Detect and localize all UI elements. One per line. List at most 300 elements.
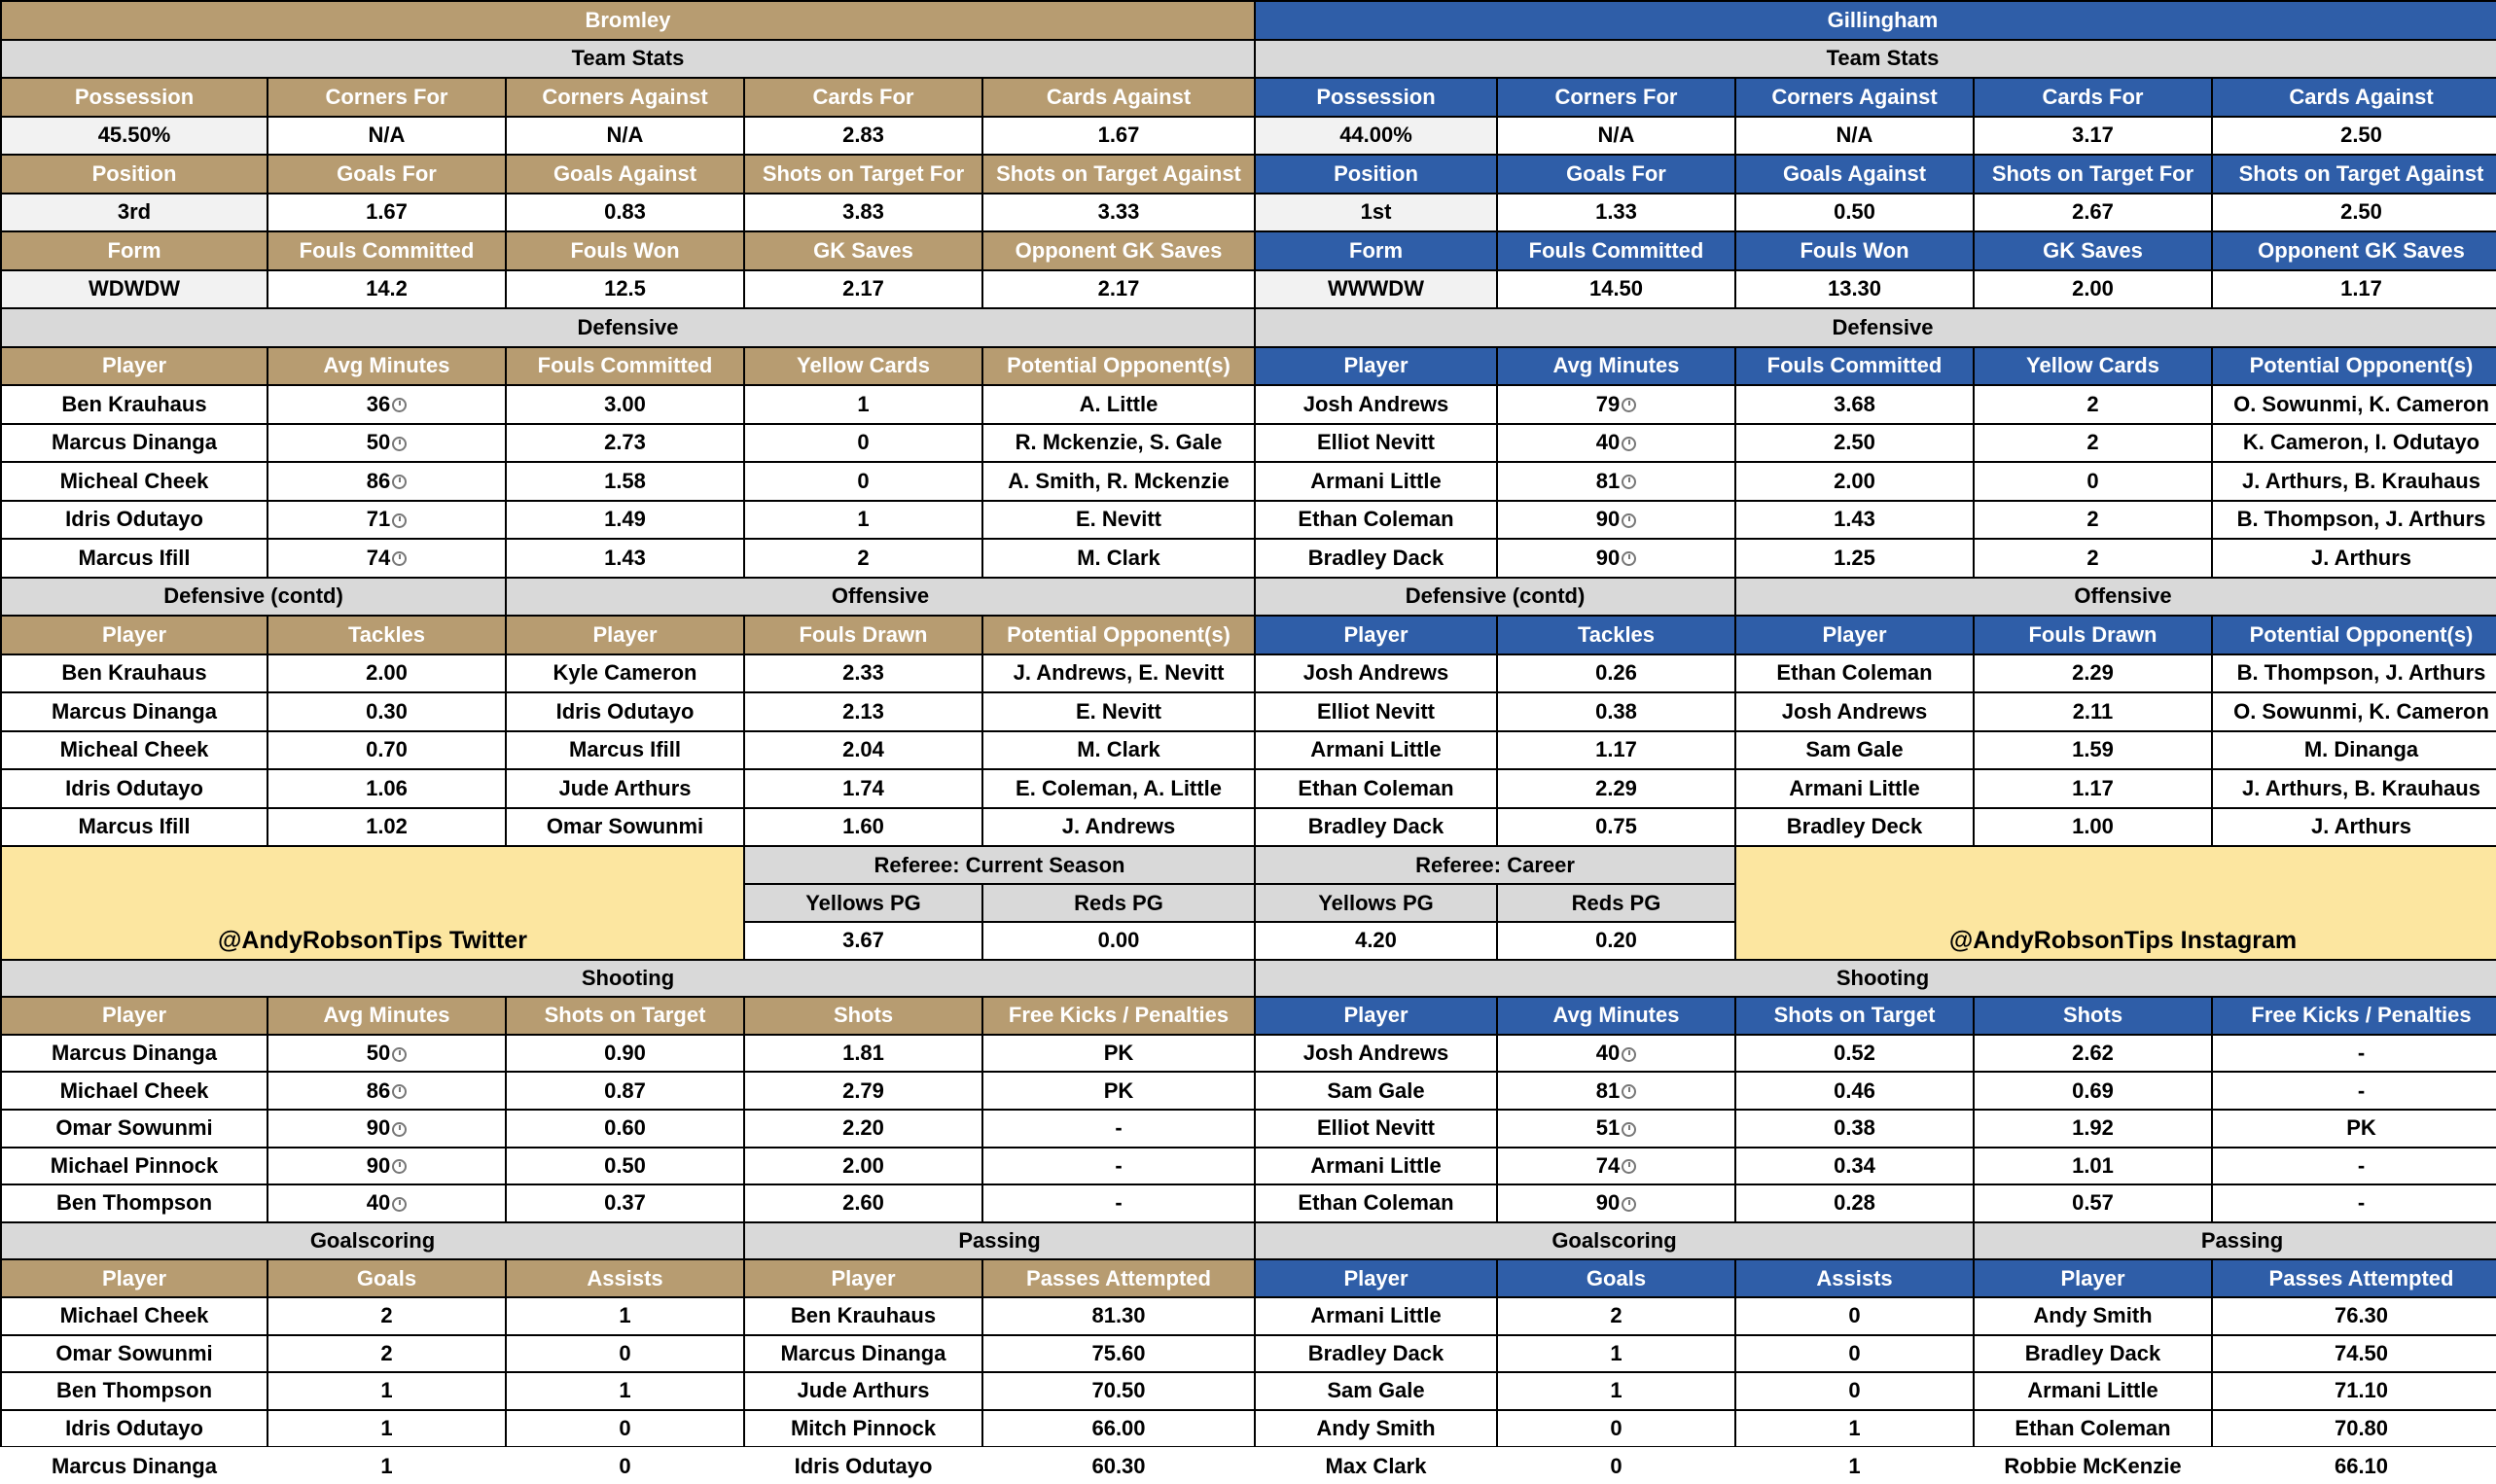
home-team-stat-value xyxy=(2,118,267,155)
home-defensive-header-text: Yellow Cards xyxy=(797,353,930,378)
home-team-title xyxy=(2,2,1254,39)
home-goalscoring-cell xyxy=(268,1373,505,1409)
away-offensive-cell xyxy=(1975,693,2211,730)
home-team-stat-header-text: GK Saves xyxy=(813,237,913,263)
away-offensive-cell-text: Sam Gale xyxy=(1805,737,1904,762)
away-goalscoring-cell xyxy=(1736,1373,1973,1409)
home-shooting-cell-text: Michael Pinnock xyxy=(50,1152,219,1178)
home-offensive-cell-text: 2.04 xyxy=(842,737,884,762)
home-passing-cell-text: 60.30 xyxy=(1091,1453,1146,1478)
away-team-stat-header-text: Form xyxy=(1349,237,1403,263)
home-offensive-cell xyxy=(983,732,1254,769)
away-tackles-header xyxy=(1256,617,1496,654)
home-team-stat-header xyxy=(268,79,505,116)
home-tackles-header-text: Player xyxy=(101,621,167,647)
referee-current-value-text: 0.00 xyxy=(1097,928,1140,953)
home-passing-cell-text: Ben Krauhaus xyxy=(790,1303,937,1328)
home-shooting-cell-text: 2.79 xyxy=(842,1078,884,1103)
away-offensive-cell xyxy=(1736,770,1973,807)
referee-career-title-text: Referee: Career xyxy=(1415,852,1575,877)
home-offensive-cell xyxy=(983,809,1254,846)
home-goalscoring-cell-text: Ben Thompson xyxy=(55,1378,213,1403)
home-team-stat-header xyxy=(983,79,1254,116)
home-offensive-header xyxy=(507,617,743,654)
away-shooting-cell xyxy=(1256,1036,1496,1072)
home-defensive-title-text: Defensive xyxy=(577,314,679,339)
away-team-stat-value xyxy=(1736,271,1973,308)
away-defensive-player xyxy=(1256,502,1496,539)
home-team-stat-value-text: 12.5 xyxy=(604,276,646,301)
away-team-stat-header-text: Possession xyxy=(1316,84,1436,109)
away-tackles-cell xyxy=(1498,732,1734,769)
home-shooting-cell xyxy=(268,1148,505,1184)
home-passing-cell xyxy=(983,1298,1254,1334)
home-shooting-cell-text: 0.60 xyxy=(604,1115,646,1141)
away-passing-cell-text: Bradley Dack xyxy=(2024,1340,2161,1365)
home-goalscoring-cell xyxy=(507,1448,743,1484)
home-offensive-title xyxy=(507,579,1254,616)
home-tackles-cell-text: 1.06 xyxy=(366,775,408,800)
away-shooting-cell-text: - xyxy=(2357,1190,2366,1216)
away-defensive-cell xyxy=(1736,425,1973,462)
away-shooting-cell xyxy=(1498,1185,1734,1221)
away-team-stat-value-text: N/A xyxy=(1597,123,1635,148)
home-shooting-header xyxy=(507,998,743,1034)
home-shooting-cell-text: 86 xyxy=(366,1078,391,1103)
home-offensive-cell xyxy=(507,732,743,769)
home-defensive-player-text: Marcus Ifill xyxy=(78,545,191,570)
away-defensive-player-text: Josh Andrews xyxy=(1302,391,1449,416)
away-team-stat-value-text: 1.17 xyxy=(2340,276,2382,301)
away-offensive-cell xyxy=(2213,732,2496,769)
home-defensive-cell-text: 0 xyxy=(857,468,870,493)
home-offensive-cell-text: M. Clark xyxy=(1077,737,1160,762)
home-shooting-cell-text: PK xyxy=(1103,1041,1134,1066)
home-goalscoring-cell xyxy=(268,1336,505,1372)
home-offensive-cell xyxy=(507,770,743,807)
referee-current-value-text: 3.67 xyxy=(842,928,884,953)
home-team-stat-value xyxy=(2,271,267,308)
referee-career-value-text: 0.20 xyxy=(1595,928,1637,953)
referee-current-value xyxy=(745,923,981,959)
stopwatch-icon xyxy=(392,1047,407,1062)
home-goalscoring-header xyxy=(268,1260,505,1296)
away-shooting-header-text: Shots on Target xyxy=(1773,1003,1936,1028)
home-goalscoring-cell-text: 1 xyxy=(380,1378,393,1403)
home-tackles-header-text: Tackles xyxy=(347,621,426,647)
home-tackles-cell xyxy=(2,809,267,846)
home-defensive-player-text: Marcus Dinanga xyxy=(52,430,217,455)
stopwatch-icon xyxy=(1622,551,1636,566)
away-shooting-cell xyxy=(1498,1036,1734,1072)
home-offensive-cell-text: 1.60 xyxy=(842,814,884,839)
home-defensive-cell xyxy=(507,425,743,462)
away-offensive-cell xyxy=(1736,732,1973,769)
home-team-stat-value xyxy=(745,118,981,155)
home-shooting-cell xyxy=(507,1036,743,1072)
instagram-handle-banner-text: @AndyRobsonTips Instagram xyxy=(1948,926,2298,954)
home-goalscoring-cell-text: 1 xyxy=(380,1453,393,1478)
home-goalscoring-cell-text: 1 xyxy=(380,1416,393,1441)
away-goalscoring-cell-text: 1 xyxy=(1610,1340,1622,1365)
away-offensive-cell xyxy=(1975,732,2211,769)
home-goalscoring-cell-text: 1 xyxy=(619,1378,631,1403)
home-defensive-cell-text: R. Mckenzie, S. Gale xyxy=(1015,430,1223,455)
home-team-stat-header-text: Goals For xyxy=(337,160,437,186)
away-defensive-player-text: Elliot Nevitt xyxy=(1316,430,1435,455)
away-defensive-cell-text: 2 xyxy=(2086,391,2099,416)
away-goalscoring-cell-text: Andy Smith xyxy=(1316,1416,1436,1441)
home-team-stat-header xyxy=(745,232,981,269)
home-defensive-cell-text: 71 xyxy=(366,507,391,532)
away-goalscoring-cell xyxy=(1736,1298,1973,1334)
home-offensive-cell-text: 2.33 xyxy=(842,660,884,686)
home-shooting-cell-text: PK xyxy=(1103,1078,1134,1103)
away-tackles-cell-text: Josh Andrews xyxy=(1302,660,1449,686)
home-offensive-cell xyxy=(507,655,743,692)
home-defensive-cell-text: 86 xyxy=(366,468,391,493)
away-shooting-cell-text: 1.01 xyxy=(2072,1152,2114,1178)
away-shooting-cell-text: 0.34 xyxy=(1834,1152,1875,1178)
home-shooting-cell-text: 50 xyxy=(366,1041,391,1066)
home-shooting-cell xyxy=(507,1111,743,1147)
home-team-stat-header-text: Form xyxy=(107,237,161,263)
referee-current-title xyxy=(745,847,1254,883)
home-shooting-cell xyxy=(2,1148,267,1184)
away-offensive-header-text: Player xyxy=(1822,621,1887,647)
home-shooting-cell xyxy=(268,1111,505,1147)
away-passing-cell xyxy=(1975,1411,2211,1447)
away-team-stat-value-text: 1st xyxy=(1360,199,1392,225)
away-tackles-cell-text: 0.38 xyxy=(1595,698,1637,724)
away-goalscoring-cell-text: Max Clark xyxy=(1325,1453,1427,1478)
home-offensive-cell-text: E. Coleman, A. Little xyxy=(1016,775,1222,800)
home-shooting-cell-text: 0.87 xyxy=(604,1078,646,1103)
home-passing-cell-text: Jude Arthurs xyxy=(797,1378,930,1403)
home-tackles-cell xyxy=(268,655,505,692)
away-defensive-header xyxy=(2213,348,2496,385)
home-offensive-title-text: Offensive xyxy=(831,583,930,609)
away-goalscoring-cell-text: 0 xyxy=(1610,1453,1622,1478)
away-team-stat-header xyxy=(2213,79,2496,116)
away-goalscoring-cell xyxy=(1256,1448,1496,1484)
home-passing-header xyxy=(983,1260,1254,1296)
home-shooting-header xyxy=(2,998,267,1034)
home-goalscoring-cell-text: 1 xyxy=(619,1303,631,1328)
home-team-stat-value xyxy=(268,118,505,155)
away-team-stat-value-text: 44.00% xyxy=(1339,123,1412,148)
home-defensive-cell xyxy=(983,386,1254,423)
away-passing-cell-text: 70.80 xyxy=(2334,1416,2389,1441)
away-defensive-player-text: Bradley Dack xyxy=(1307,545,1444,570)
away-team-stat-value-text: WWWDW xyxy=(1328,276,1424,301)
away-offensive-header-text: Fouls Drawn xyxy=(2028,621,2157,647)
away-shooting-cell xyxy=(1736,1148,1973,1184)
stopwatch-icon xyxy=(1622,398,1636,412)
home-defensive-cell xyxy=(507,463,743,500)
away-offensive-cell-text: 1.17 xyxy=(2072,775,2114,800)
away-defensive-cell xyxy=(2213,540,2496,577)
home-offensive-header xyxy=(745,617,981,654)
home-passing-cell-text: 75.60 xyxy=(1091,1340,1146,1365)
away-shooting-cell-text: 1.92 xyxy=(2072,1115,2114,1141)
away-shooting-cell xyxy=(2213,1148,2496,1184)
away-tackles-cell xyxy=(1498,693,1734,730)
away-offensive-title xyxy=(1736,579,2496,616)
away-goalscoring-title xyxy=(1256,1223,1973,1259)
away-shooting-cell xyxy=(1736,1111,1973,1147)
home-team-stat-value-text: N/A xyxy=(368,123,406,148)
away-defensive-cell-text: J. Arthurs, B. Krauhaus xyxy=(2242,468,2480,493)
away-team-stat-value-text: 0.50 xyxy=(1834,199,1875,225)
home-offensive-cell-text: Kyle Cameron xyxy=(553,660,697,686)
away-team-stat-header-text: Position xyxy=(1334,160,1418,186)
away-team-stat-header xyxy=(1975,232,2211,269)
home-shooting-cell-text: 2.60 xyxy=(842,1190,884,1216)
stopwatch-icon xyxy=(392,1084,407,1099)
away-passing-header xyxy=(2213,1260,2496,1296)
away-shooting-cell xyxy=(1498,1111,1734,1147)
home-team-stat-value-text: 1.67 xyxy=(366,199,408,225)
away-defensive-header-text: Avg Minutes xyxy=(1552,353,1680,378)
away-team-stat-header xyxy=(1498,156,1734,193)
home-defensive-cell xyxy=(268,540,505,577)
home-shooting-cell-text: - xyxy=(1115,1152,1123,1178)
home-shooting-cell-text: 0.37 xyxy=(604,1190,646,1216)
home-goalscoring-header-text: Player xyxy=(101,1265,167,1290)
away-team-stat-value-text: 2.67 xyxy=(2072,199,2114,225)
home-defensive-player-text: Ben Krauhaus xyxy=(61,391,207,416)
away-shooting-cell xyxy=(1736,1185,1973,1221)
home-goalscoring-cell xyxy=(507,1298,743,1334)
away-team-stat-value-text: 14.50 xyxy=(1588,276,1644,301)
away-team-stat-header-text: Fouls Won xyxy=(1800,237,1909,263)
away-passing-cell xyxy=(2213,1298,2496,1334)
away-goalscoring-cell xyxy=(1256,1411,1496,1447)
home-team-stat-header-text: Shots on Target For xyxy=(762,160,965,186)
home-offensive-cell-text: Marcus Ifill xyxy=(569,737,681,762)
home-offensive-cell xyxy=(507,809,743,846)
away-shooting-cell-text: 0.38 xyxy=(1834,1115,1875,1141)
home-defensive-title xyxy=(2,309,1254,346)
away-team-stat-header-text: Cards For xyxy=(2042,84,2144,109)
stopwatch-icon xyxy=(1622,1084,1636,1099)
away-goalscoring-cell-text: 0 xyxy=(1848,1303,1861,1328)
away-tackles-cell-text: Ethan Coleman xyxy=(1298,775,1454,800)
away-defensive-title xyxy=(1256,309,2496,346)
home-goalscoring-cell xyxy=(2,1411,267,1447)
away-shooting-header xyxy=(1256,998,1496,1034)
home-shooting-cell xyxy=(507,1148,743,1184)
away-defensive-cell-text: 3.68 xyxy=(1834,391,1875,416)
away-team-stat-header xyxy=(1498,232,1734,269)
home-goalscoring-cell-text: 2 xyxy=(380,1340,393,1365)
away-shooting-cell-text: 0.52 xyxy=(1834,1041,1875,1066)
away-shooting-cell-text: Josh Andrews xyxy=(1302,1041,1449,1066)
home-defensive-cell xyxy=(983,502,1254,539)
home-defensive-player xyxy=(2,540,267,577)
home-defensive-header xyxy=(268,348,505,385)
home-goalscoring-cell-text: 0 xyxy=(619,1416,631,1441)
away-offensive-cell xyxy=(1975,809,2211,846)
away-goalscoring-cell-text: 0 xyxy=(1610,1416,1622,1441)
away-defensive-contd-title xyxy=(1256,579,1734,616)
away-shooting-cell-text: 2.62 xyxy=(2072,1041,2114,1066)
home-goalscoring-cell xyxy=(2,1298,267,1334)
home-defensive-cell xyxy=(745,386,981,423)
home-team-stat-value xyxy=(745,271,981,308)
home-team-stat-value xyxy=(268,271,505,308)
home-shooting-cell xyxy=(983,1073,1254,1109)
away-offensive-title-text: Offensive xyxy=(2074,583,2172,609)
home-team-stat-header xyxy=(745,79,981,116)
away-goalscoring-cell xyxy=(1498,1411,1734,1447)
home-defensive-cell-text: 50 xyxy=(366,430,391,455)
away-shooting-cell xyxy=(1256,1185,1496,1221)
away-passing-cell xyxy=(1975,1448,2211,1484)
home-goalscoring-cell xyxy=(268,1448,505,1484)
away-team-stat-value xyxy=(1256,118,1496,155)
home-defensive-player xyxy=(2,386,267,423)
home-team-title-text: Bromley xyxy=(585,7,671,32)
away-goalscoring-cell-text: 1 xyxy=(1848,1453,1861,1478)
away-goalscoring-title-text: Goalscoring xyxy=(1551,1228,1677,1254)
away-goalscoring-cell xyxy=(1498,1298,1734,1334)
away-team-stat-header xyxy=(1736,79,1973,116)
home-goalscoring-cell xyxy=(2,1336,267,1372)
home-defensive-player-text: Micheal Cheek xyxy=(59,468,209,493)
home-shooting-title xyxy=(2,961,1254,997)
home-goalscoring-cell-text: 0 xyxy=(619,1453,631,1478)
away-shooting-header xyxy=(1498,998,1734,1034)
home-tackles-cell xyxy=(2,732,267,769)
away-defensive-cell xyxy=(2213,386,2496,423)
away-team-stat-value xyxy=(1736,118,1973,155)
away-goalscoring-header-text: Player xyxy=(1343,1265,1408,1290)
home-tackles-cell-text: Ben Krauhaus xyxy=(61,660,207,686)
away-team-stat-header xyxy=(2213,232,2496,269)
home-defensive-cell-text: 36 xyxy=(366,391,391,416)
away-shooting-cell xyxy=(1975,1185,2211,1221)
home-goalscoring-header-text: Goals xyxy=(356,1265,417,1290)
home-goalscoring-title-text: Goalscoring xyxy=(309,1228,436,1254)
home-team-stat-value-text: WDWDW xyxy=(88,276,181,301)
home-offensive-cell xyxy=(745,693,981,730)
away-defensive-cell xyxy=(1736,463,1973,500)
home-shooting-title-text: Shooting xyxy=(581,965,675,990)
home-defensive-cell-text: 2.73 xyxy=(604,430,646,455)
away-team-stat-header xyxy=(1736,156,1973,193)
home-shooting-header xyxy=(268,998,505,1034)
away-tackles-cell-text: 0.26 xyxy=(1595,660,1637,686)
twitter-handle-banner xyxy=(2,847,743,959)
away-team-stat-value xyxy=(1736,194,1973,231)
home-goalscoring-cell xyxy=(507,1411,743,1447)
away-tackles-cell xyxy=(1498,809,1734,846)
away-tackles-cell-text: 0.75 xyxy=(1595,814,1637,839)
stopwatch-icon xyxy=(1622,1197,1636,1212)
away-passing-header-text: Player xyxy=(2060,1265,2125,1290)
away-defensive-contd-title-text: Defensive (contd) xyxy=(1405,583,1586,609)
home-offensive-cell-text: 1.74 xyxy=(842,775,884,800)
stopwatch-icon xyxy=(1622,513,1636,528)
home-defensive-cell xyxy=(507,386,743,423)
home-shooting-cell xyxy=(2,1111,267,1147)
home-defensive-cell-text: E. Nevitt xyxy=(1075,507,1162,532)
away-defensive-header xyxy=(1975,348,2211,385)
away-shooting-cell xyxy=(1736,1036,1973,1072)
away-defensive-cell xyxy=(1975,540,2211,577)
away-passing-cell-text: 74.50 xyxy=(2334,1340,2389,1365)
away-defensive-cell-text: 0 xyxy=(2086,468,2099,493)
home-shooting-header-text: Shots on Target xyxy=(544,1003,706,1028)
home-team-stat-value xyxy=(983,118,1254,155)
away-defensive-header xyxy=(1736,348,1973,385)
away-goalscoring-cell xyxy=(1498,1336,1734,1372)
home-team-stat-header-text: Position xyxy=(91,160,177,186)
home-team-stat-header-text: Corners Against xyxy=(542,84,708,109)
home-passing-cell-text: Idris Odutayo xyxy=(794,1453,933,1478)
away-passing-cell-text: Robbie McKenzie xyxy=(2004,1453,2182,1478)
away-tackles-cell xyxy=(1256,770,1496,807)
home-team-stat-value-text: 3.33 xyxy=(1097,199,1140,225)
home-offensive-cell xyxy=(745,770,981,807)
away-defensive-cell xyxy=(1498,386,1734,423)
home-defensive-cell-text: 3.00 xyxy=(604,391,646,416)
home-team-stat-header xyxy=(2,79,267,116)
away-offensive-cell xyxy=(1736,693,1973,730)
home-team-stat-value-text: 45.50% xyxy=(97,123,171,148)
away-defensive-cell-text: 81 xyxy=(1595,468,1621,493)
home-defensive-cell-text: A. Little xyxy=(1079,391,1159,416)
away-defensive-player xyxy=(1256,540,1496,577)
home-offensive-header xyxy=(983,617,1254,654)
away-team-stat-header xyxy=(1256,79,1496,116)
away-offensive-header-text: Potential Opponent(s) xyxy=(2249,621,2474,647)
away-offensive-cell-text: M. Dinanga xyxy=(2303,737,2419,762)
referee-career-title xyxy=(1256,847,1734,883)
home-team-stat-value-text: 3rd xyxy=(117,199,152,225)
away-defensive-cell-text: 2 xyxy=(2086,507,2099,532)
home-passing-cell-text: 81.30 xyxy=(1091,1303,1146,1328)
away-team-stat-header xyxy=(1975,156,2211,193)
away-team-stat-value xyxy=(1975,194,2211,231)
home-shooting-cell xyxy=(983,1111,1254,1147)
home-team-stat-header xyxy=(507,232,743,269)
home-defensive-cell xyxy=(507,540,743,577)
away-offensive-cell-text: J. Arthurs, B. Krauhaus xyxy=(2242,775,2480,800)
away-passing-cell xyxy=(1975,1336,2211,1372)
away-passing-header-text: Passes Attempted xyxy=(2268,1265,2454,1290)
away-defensive-player-text: Armani Little xyxy=(1310,468,1442,493)
away-goalscoring-cell-text: 0 xyxy=(1848,1340,1861,1365)
away-offensive-cell-text: 2.11 xyxy=(2072,698,2114,724)
home-tackles-cell-text: 0.30 xyxy=(366,698,408,724)
home-shooting-cell xyxy=(745,1185,981,1221)
away-team-stat-value-text: N/A xyxy=(1836,123,1873,148)
home-offensive-cell xyxy=(745,655,981,692)
away-goalscoring-cell xyxy=(1736,1411,1973,1447)
home-shooting-cell xyxy=(745,1073,981,1109)
away-tackles-cell xyxy=(1256,732,1496,769)
away-shooting-cell-text: - xyxy=(2357,1152,2366,1178)
away-passing-cell xyxy=(2213,1448,2496,1484)
referee-current-header-text: Yellows PG xyxy=(805,890,921,915)
away-offensive-cell-text: Armani Little xyxy=(1789,775,1920,800)
home-shooting-header-text: Shots xyxy=(833,1003,894,1028)
away-shooting-header-text: Free Kicks / Penalties xyxy=(2251,1003,2472,1028)
away-tackles-cell-text: Elliot Nevitt xyxy=(1316,698,1435,724)
